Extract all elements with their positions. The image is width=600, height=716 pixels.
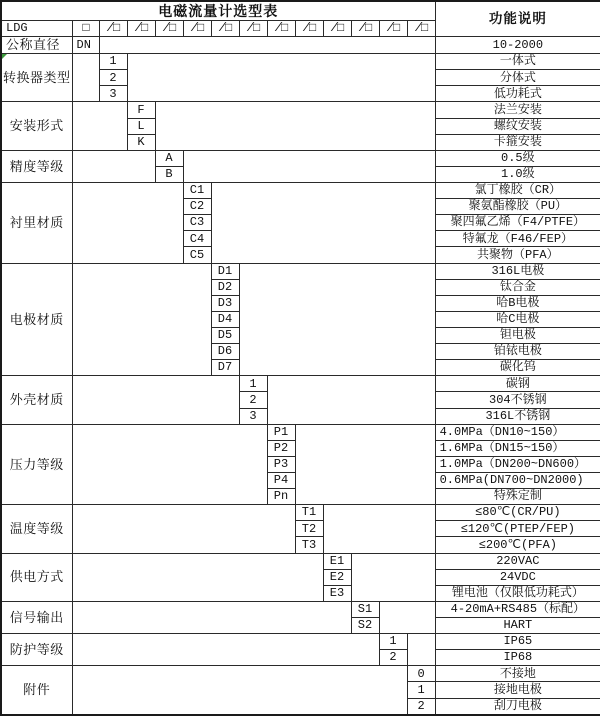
empty-spacer-cell — [72, 183, 183, 264]
option-description-cell: 220VAC — [435, 553, 600, 569]
option-code-cell: Pn — [267, 489, 295, 505]
option-code-cell: S2 — [351, 617, 379, 633]
empty-spacer-cell — [72, 424, 267, 505]
empty-spacer-cell — [155, 102, 435, 150]
category-label-9: 温度等级 — [1, 505, 72, 553]
option-description-cell: 10-2000 — [435, 36, 600, 53]
option-description-cell: ≤80℃(CR/PU) — [435, 505, 600, 521]
option-description-cell: 共聚物（PFA） — [435, 247, 600, 263]
option-description-cell: 钽电极 — [435, 328, 600, 344]
empty-spacer-cell — [72, 634, 379, 666]
option-description-cell: 0.5级 — [435, 150, 600, 166]
selection-box[interactable]: /□ — [351, 20, 379, 36]
option-code-cell: D7 — [211, 360, 239, 376]
selection-box[interactable]: /□ — [295, 20, 323, 36]
empty-spacer-cell — [72, 102, 127, 150]
option-code-cell: 0 — [407, 666, 435, 682]
option-code-cell: P2 — [267, 440, 295, 456]
empty-spacer-cell — [72, 601, 351, 633]
option-code-cell: E1 — [323, 553, 351, 569]
option-code-cell: 1 — [379, 634, 407, 650]
option-code-cell: 2 — [99, 70, 127, 86]
option-description-cell: 4-20mA+RS485（标配） — [435, 601, 600, 617]
option-code-cell: D2 — [211, 279, 239, 295]
empty-spacer-cell — [72, 376, 239, 424]
empty-spacer-cell — [72, 505, 295, 553]
table-title: 电磁流量计选型表 — [1, 1, 435, 20]
selection-box[interactable]: /□ — [183, 20, 211, 36]
selection-box[interactable]: /□ — [323, 20, 351, 36]
option-description-cell: 304不锈钢 — [435, 392, 600, 408]
option-code-cell: C4 — [183, 231, 211, 247]
option-description-cell: 4.0MPa（DN10~150） — [435, 424, 600, 440]
option-description-cell: 1.6MPa（DN15~150） — [435, 440, 600, 456]
option-description-cell: 低功耗式 — [435, 86, 600, 102]
option-code-cell: DN — [72, 36, 99, 53]
selection-box[interactable]: /□ — [407, 20, 435, 36]
option-description-cell: 1.0级 — [435, 166, 600, 182]
option-code-cell: 3 — [239, 408, 267, 424]
option-code-cell: E2 — [323, 569, 351, 585]
option-description-cell: 1.0MPa（DN200~DN600） — [435, 456, 600, 472]
option-description-cell: 24VDC — [435, 569, 600, 585]
category-label-6: 电极材质 — [1, 263, 72, 376]
option-code-cell: C1 — [183, 183, 211, 199]
selection-box[interactable]: □ — [72, 20, 99, 36]
model-prefix-cell: LDG — [1, 20, 72, 36]
option-description-cell: 刮刀电极 — [435, 698, 600, 715]
empty-spacer-cell — [72, 54, 99, 102]
function-description-header: 功能说明 — [435, 1, 600, 36]
option-description-cell: 氯丁橡胶（CR） — [435, 183, 600, 199]
option-description-cell: 316L不锈钢 — [435, 408, 600, 424]
option-code-cell: C2 — [183, 199, 211, 215]
option-code-cell: 2 — [239, 392, 267, 408]
option-code-cell: 3 — [99, 86, 127, 102]
category-label-4: 精度等级 — [1, 150, 72, 182]
selection-box[interactable]: /□ — [99, 20, 127, 36]
empty-spacer-cell — [351, 553, 435, 601]
option-code-cell: D4 — [211, 311, 239, 327]
category-label-3: 安装形式 — [1, 102, 72, 150]
option-description-cell: 法兰安装 — [435, 102, 600, 118]
empty-spacer-cell — [407, 634, 435, 666]
option-code-cell: C5 — [183, 247, 211, 263]
empty-spacer-cell — [239, 263, 435, 376]
option-description-cell: 聚氨酯橡胶（PU） — [435, 199, 600, 215]
option-description-cell: 螺纹安装 — [435, 118, 600, 134]
empty-spacer-cell — [379, 601, 435, 633]
option-code-cell: T3 — [295, 537, 323, 553]
option-code-cell: D5 — [211, 328, 239, 344]
empty-spacer-cell — [72, 263, 211, 376]
category-label-5: 衬里材质 — [1, 183, 72, 264]
option-description-cell: HART — [435, 617, 600, 633]
category-label-12: 防护等级 — [1, 634, 72, 666]
category-label-1: 公称直径 — [1, 36, 72, 53]
selection-box[interactable]: /□ — [211, 20, 239, 36]
option-code-cell: E3 — [323, 585, 351, 601]
option-description-cell: IP68 — [435, 650, 600, 666]
empty-spacer-cell — [295, 424, 435, 505]
category-label-8: 压力等级 — [1, 424, 72, 505]
option-description-cell: 哈C电极 — [435, 311, 600, 327]
option-description-cell: 一体式 — [435, 54, 600, 70]
option-code-cell: D6 — [211, 344, 239, 360]
empty-spacer-cell — [127, 54, 435, 102]
option-description-cell: ≤200℃(PFA) — [435, 537, 600, 553]
category-label-13: 附件 — [1, 666, 72, 715]
option-description-cell: 碳化钨 — [435, 360, 600, 376]
option-description-cell: 聚四氟乙烯（F4/PTFE） — [435, 215, 600, 231]
option-code-cell: F — [127, 102, 155, 118]
option-code-cell: 2 — [379, 650, 407, 666]
option-description-cell: 碳钢 — [435, 376, 600, 392]
category-label-10: 供电方式 — [1, 553, 72, 601]
empty-spacer-cell — [183, 150, 435, 182]
option-code-cell: D3 — [211, 295, 239, 311]
category-label-7: 外壳材质 — [1, 376, 72, 424]
empty-spacer-cell — [267, 376, 435, 424]
option-description-cell: 哈B电极 — [435, 295, 600, 311]
option-code-cell: P4 — [267, 472, 295, 488]
option-code-cell: P3 — [267, 456, 295, 472]
empty-spacer-cell — [72, 666, 407, 715]
option-description-cell: 铂铱电极 — [435, 344, 600, 360]
option-description-cell: 特氟龙（F46/FEP） — [435, 231, 600, 247]
option-description-cell: 卡箍安装 — [435, 134, 600, 150]
selection-box[interactable]: /□ — [267, 20, 295, 36]
selection-box[interactable]: /□ — [379, 20, 407, 36]
option-description-cell: 钛合金 — [435, 279, 600, 295]
empty-spacer-cell — [211, 183, 435, 264]
option-description-cell: 特殊定制 — [435, 489, 600, 505]
option-description-cell: IP65 — [435, 634, 600, 650]
option-code-cell: 1 — [407, 682, 435, 698]
option-code-cell: K — [127, 134, 155, 150]
option-code-cell: C3 — [183, 215, 211, 231]
option-code-cell: A — [155, 150, 183, 166]
option-description-cell: 316L电极 — [435, 263, 600, 279]
empty-spacer-cell — [72, 553, 323, 601]
option-description-cell: 接地电极 — [435, 682, 600, 698]
empty-spacer-cell — [99, 36, 435, 53]
option-description-cell: 锂电池（仅限低功耗式） — [435, 585, 600, 601]
empty-spacer-cell — [72, 150, 155, 182]
category-label-2: 转换器类型 — [1, 54, 72, 102]
option-code-cell: T1 — [295, 505, 323, 521]
selection-box[interactable]: /□ — [239, 20, 267, 36]
option-code-cell: B — [155, 166, 183, 182]
option-description-cell: 0.6MPa(DN700~DN2000) — [435, 472, 600, 488]
option-code-cell: P1 — [267, 424, 295, 440]
option-code-cell: S1 — [351, 601, 379, 617]
option-description-cell: 不接地 — [435, 666, 600, 682]
option-code-cell: L — [127, 118, 155, 134]
option-code-cell: D1 — [211, 263, 239, 279]
selection-box[interactable]: /□ — [155, 20, 183, 36]
option-code-cell: T2 — [295, 521, 323, 537]
option-code-cell: 1 — [99, 54, 127, 70]
selection-box[interactable]: /□ — [127, 20, 155, 36]
option-code-cell: 2 — [407, 698, 435, 715]
option-description-cell: ≤120℃(PTEP/FEP) — [435, 521, 600, 537]
category-label-11: 信号输出 — [1, 601, 72, 633]
option-code-cell: 1 — [239, 376, 267, 392]
empty-spacer-cell — [323, 505, 435, 553]
option-description-cell: 分体式 — [435, 70, 600, 86]
